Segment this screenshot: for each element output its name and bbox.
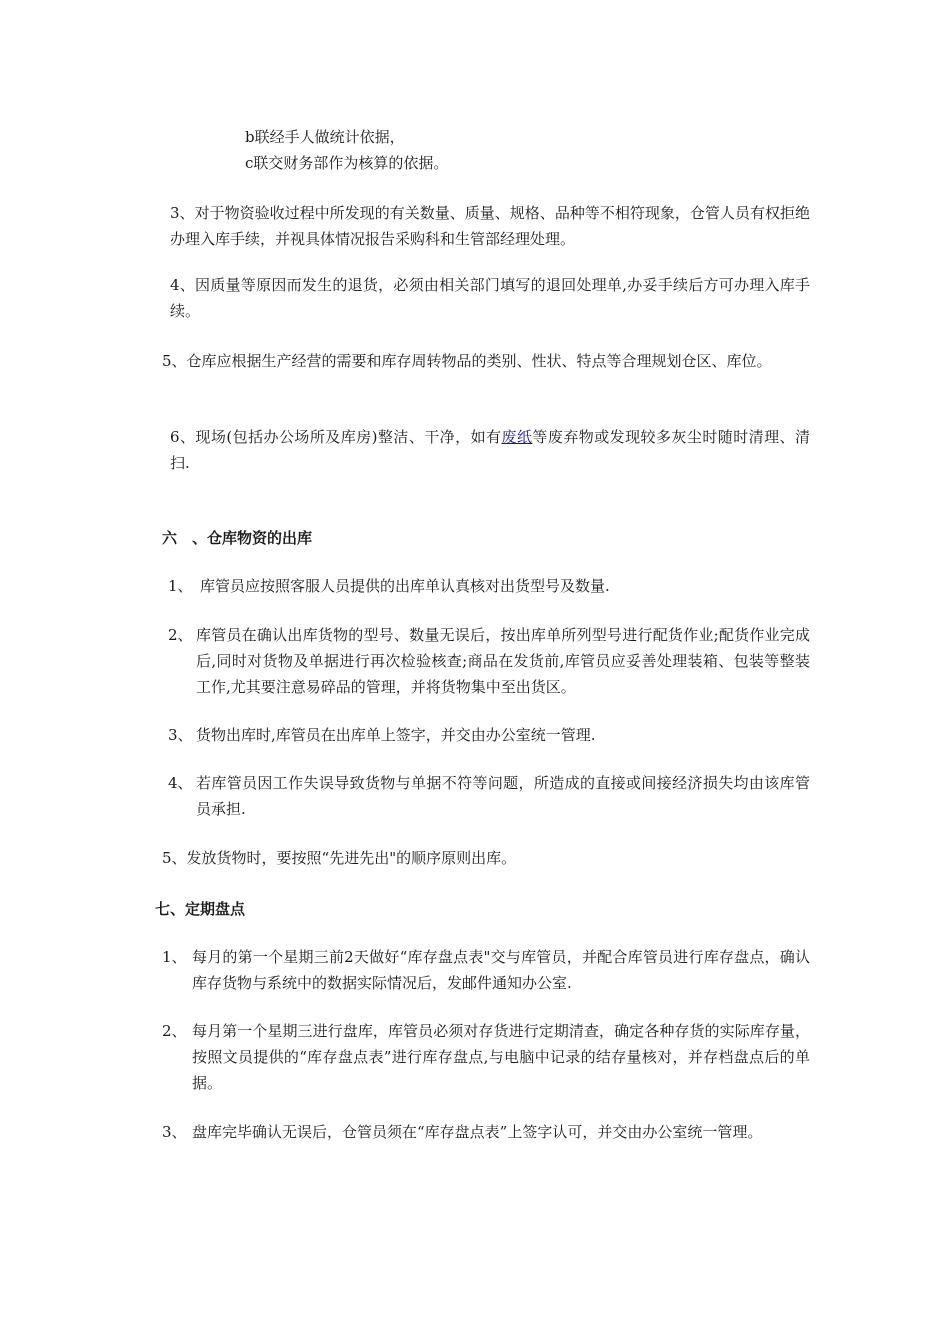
section-6-item-5: 5、发放货物时，要按照“先进先出"的顺序原则出库。 <box>162 849 517 867</box>
waste-paper-link[interactable]: 废纸 <box>501 428 533 446</box>
section-6-item-2 <box>168 622 810 700</box>
section-6-item-4 <box>168 770 810 822</box>
section-7-item-3 <box>162 1119 810 1145</box>
section-6-item-3 <box>168 722 810 748</box>
item-number: 1、 <box>162 948 187 966</box>
item-number: 3、 <box>168 726 193 744</box>
item-number: 2、 <box>168 626 193 644</box>
item-text: 库管员应按照客服人员提供的出库单认真核对出货型号及数量. <box>200 577 610 595</box>
paragraph-6-lead: 6、现场(包括办公场所及库房)整洁、干净，如有 <box>170 428 502 446</box>
item-text: 盘库完毕确认无误后，仓管员须在“库存盘点表”上签字认可，并交由办公室统一管理。 <box>192 1123 763 1141</box>
item-text: 库管员在确认出库货物的型号、数量无误后，按出库单所列型号进行配货作业;配货作业完成后,同时对货物及单据进行再次检验核查;商品在发货前,库管员应妥善处理装箱、包装等整装工作,尤其要注意易碎品的管理，并将货物集中至出货区。 <box>196 626 810 696</box>
inbound-paragraph-5: 5、仓库应根据生产经营的需要和库存周转物品的类别、性状、特点等合理规划仓区、库位。 <box>162 352 772 370</box>
receipt-b-line: b联经手人做统计依据， <box>245 128 405 146</box>
section-7-item-1 <box>162 944 810 996</box>
item-text: 每月第一个星期三进行盘库，库管员必须对存货进行定期清查，确定各种存货的实际库存量，按照文员提供的“库存盘点表”进行库存盘点,与电脑中记录的结存量核对，并存档盘点后的单据。 <box>192 1022 810 1092</box>
section-6-heading: 六 、仓库物资的出库 <box>162 529 313 547</box>
item-number: 3、 <box>162 1123 187 1141</box>
section-6-item-1 <box>168 573 810 599</box>
section-7-heading: 七、定期盘点 <box>155 900 246 918</box>
item-number: 1、 <box>168 577 193 595</box>
item-text: 每月的第一个星期三前2天做好“库存盘点表"交与库管员，并配合库管员进行库存盘点，确认库存货物与系统中的数据实际情况后，发邮件通知办公室. <box>192 948 810 992</box>
inbound-paragraph-3: 3、对于物资验收过程中所发现的有关数量、质量、规格、品种等不相符现象，仓管人员有权拒绝办理入库手续，并视具体情况报告采购科和生管部经理处理。 <box>170 204 810 248</box>
receipt-c-line: c联交财务部作为核算的依据。 <box>245 154 449 172</box>
item-number: 4、 <box>168 774 193 792</box>
inbound-paragraph-6 <box>170 424 810 476</box>
inbound-paragraph-4: 4、因质量等原因而发生的退货，必须由相关部门填写的退回处理单,办妥手续后方可办理入库手续。 <box>170 276 810 320</box>
item-number: 2、 <box>162 1022 187 1040</box>
item-text: 若库管员因工作失误导致货物与单据不符等问题，所造成的直接或间接经济损失均由该库管员承担. <box>196 774 810 818</box>
paragraph-6-tail: 等废弃物或发现较多灰尘时随时清理、清扫. <box>170 428 811 472</box>
section-7-item-2 <box>162 1018 810 1096</box>
item-text: 货物出库时,库管员在出库单上签字，并交由办公室统一管理. <box>196 726 596 744</box>
